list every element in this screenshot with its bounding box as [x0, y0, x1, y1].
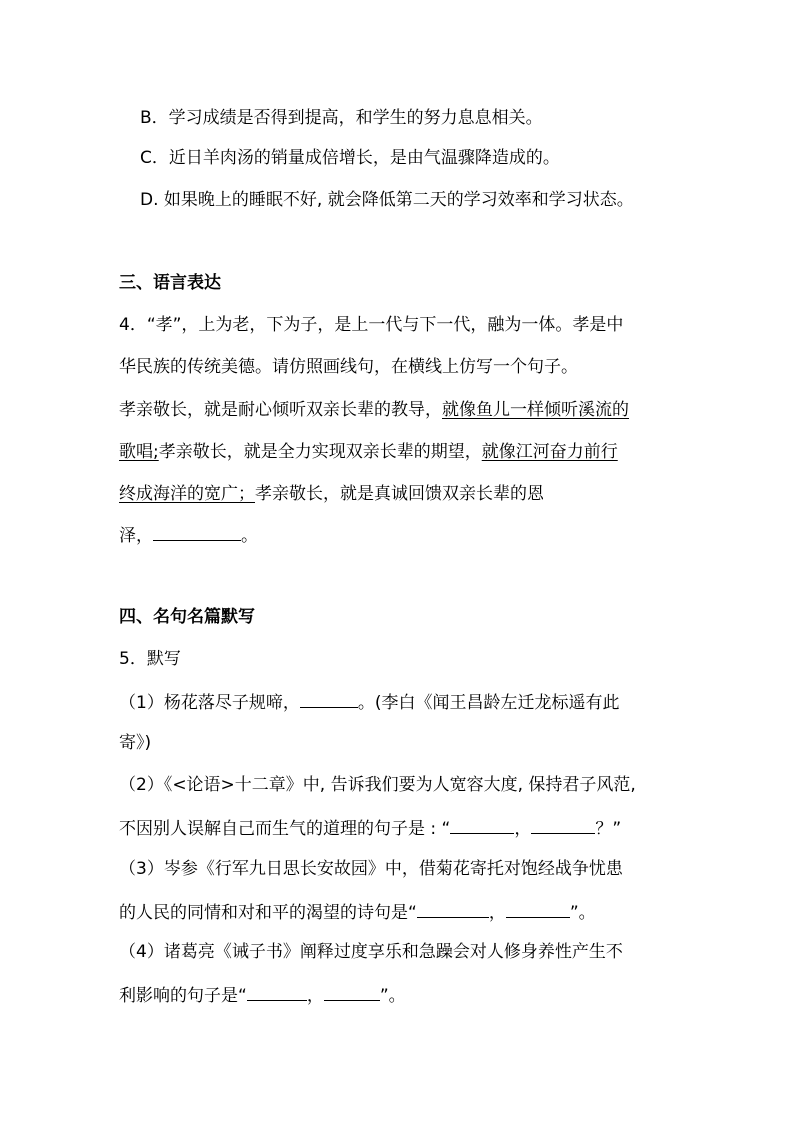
item-2-line-1: （2）《<论语>十二章》中, 告诉我们要为人宽容大度, 保持君子风范, [119, 775, 636, 795]
item-text: ， [514, 819, 532, 839]
underlined-example: 就像江河奋力前行 [481, 442, 618, 462]
example-text: 。 [241, 526, 258, 546]
item-text: 不因别人误解自己而生气的道理的句子是 : “ [119, 819, 451, 839]
underlined-example: 歌唱; [119, 442, 159, 462]
item-text: ， [306, 986, 324, 1006]
item-3-line-1: （3）岑参《行军九日思长安故园》中，借菊花寄托对饱经战争忧患 [119, 859, 623, 879]
item-1-line-1 [119, 689, 679, 715]
answer-blank[interactable] [300, 689, 358, 708]
example-line-3 [119, 482, 679, 506]
answer-blank[interactable] [153, 522, 241, 541]
item-3-line-2 [119, 899, 679, 925]
item-text: 。(李白《闻王昌龄左迁龙标遥有此 [357, 693, 620, 713]
answer-blank[interactable] [417, 899, 489, 918]
example-line-4 [119, 522, 679, 548]
item-text: 利影响的句子是“ [119, 986, 247, 1006]
answer-blank[interactable] [247, 982, 307, 1001]
answer-blank[interactable] [506, 899, 570, 918]
example-text: 孝亲敬长，就是全力实现双亲长辈的期望， [158, 442, 482, 462]
item-1-line-2: 寄》) [119, 733, 152, 753]
item-4-line-1: （4）诸葛亮《诫子书》阐释过度享乐和急躁会对人修身养性产生不 [119, 942, 623, 962]
section-heading-recitation: 四、名句名篇默写 [119, 607, 255, 627]
underlined-example: 就像鱼儿一样倾听溪流的 [442, 400, 629, 420]
option-c: C．近日羊肉汤的销量成倍增长，是由气温骤降造成的。 [140, 148, 560, 168]
example-text: 泽， [119, 526, 153, 546]
answer-blank[interactable] [450, 815, 514, 834]
item-2-line-2 [119, 815, 679, 841]
item-text: ？” [595, 819, 622, 839]
answer-blank[interactable] [531, 815, 595, 834]
example-line-2 [119, 440, 679, 464]
section-heading-language-expression: 三、语言表达 [119, 273, 221, 293]
item-text: 的人民的同情和对和平的渴望的诗句是“ [119, 903, 417, 923]
item-text: ， [488, 903, 506, 923]
underlined-example: 终成海洋的宽广； [119, 484, 255, 504]
option-b: B．学习成绩是否得到提高，和学生的努力息息相关。 [140, 108, 543, 128]
item-4-line-2 [119, 982, 679, 1008]
item-text: ”。 [569, 903, 596, 923]
answer-blank[interactable] [324, 982, 380, 1001]
question-4-line-2: 华民族的传统美德。请仿照画线句，在横线上仿写一个句子。 [119, 357, 578, 377]
item-text: （1）杨花落尽子规啼， [119, 693, 300, 713]
example-text: 孝亲敬长，就是真诚回馈双亲长辈的恩 [255, 484, 544, 504]
question-4-line-1: 4．“孝”，上为老，下为子，是上一代与下一代，融为一体。孝是中 [119, 315, 624, 335]
question-5-title: 5．默写 [119, 649, 181, 669]
example-line-1 [119, 398, 679, 422]
item-text: ”。 [379, 986, 406, 1006]
example-text: 孝亲敬长，就是耐心倾听双亲长辈的教导， [119, 400, 442, 420]
option-d: D. 如果晚上的睡眠不好, 就会降低第二天的学习效率和学习状态。 [140, 190, 634, 210]
